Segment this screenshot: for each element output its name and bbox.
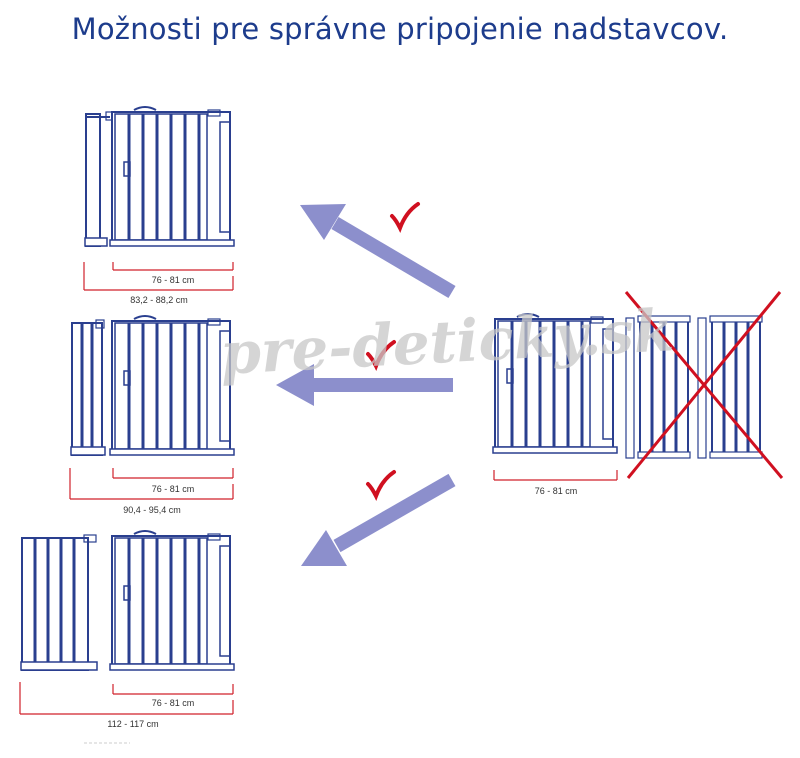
option-1-gate-dimension — [113, 262, 233, 285]
option-3-total-width-label: 112 - 117 cm — [107, 719, 159, 729]
option-2-gate — [110, 316, 234, 455]
source-gate-width-label: 76 - 81 cm — [534, 486, 578, 496]
option-3-total-dimension — [20, 682, 233, 729]
option-3-gate-dimension — [113, 684, 233, 708]
option-3-assembly — [21, 531, 234, 670]
check-icon-option-3 — [368, 472, 394, 496]
check-icon-option-1 — [392, 204, 418, 228]
option-1-assembly — [85, 107, 234, 246]
option-1-total-width-label: 83,2 - 88,2 cm — [130, 295, 188, 305]
option-3-gate — [110, 531, 234, 670]
arrow-to-option-1 — [300, 204, 452, 292]
option-3-gate-width-label: 76 - 81 cm — [151, 698, 195, 708]
option-1-extension — [85, 112, 112, 246]
option-2-total-width-label: 90,4 - 95,4 cm — [123, 505, 181, 515]
watermark: pre-deticky.sk — [218, 296, 676, 388]
page-title: Možnosti pre správne pripojenie nadstavcov. — [71, 12, 729, 46]
option-2-assembly — [71, 316, 234, 455]
source-gate-dimension — [494, 470, 617, 496]
option-1-gate — [110, 107, 234, 246]
option-2-extension — [71, 320, 105, 455]
option-3-extension — [21, 535, 97, 670]
option-1-gate-width-label: 76 - 81 cm — [151, 275, 195, 285]
option-2-gate-dimension — [113, 468, 233, 494]
option-2-gate-width-label: 76 - 81 cm — [151, 484, 195, 494]
